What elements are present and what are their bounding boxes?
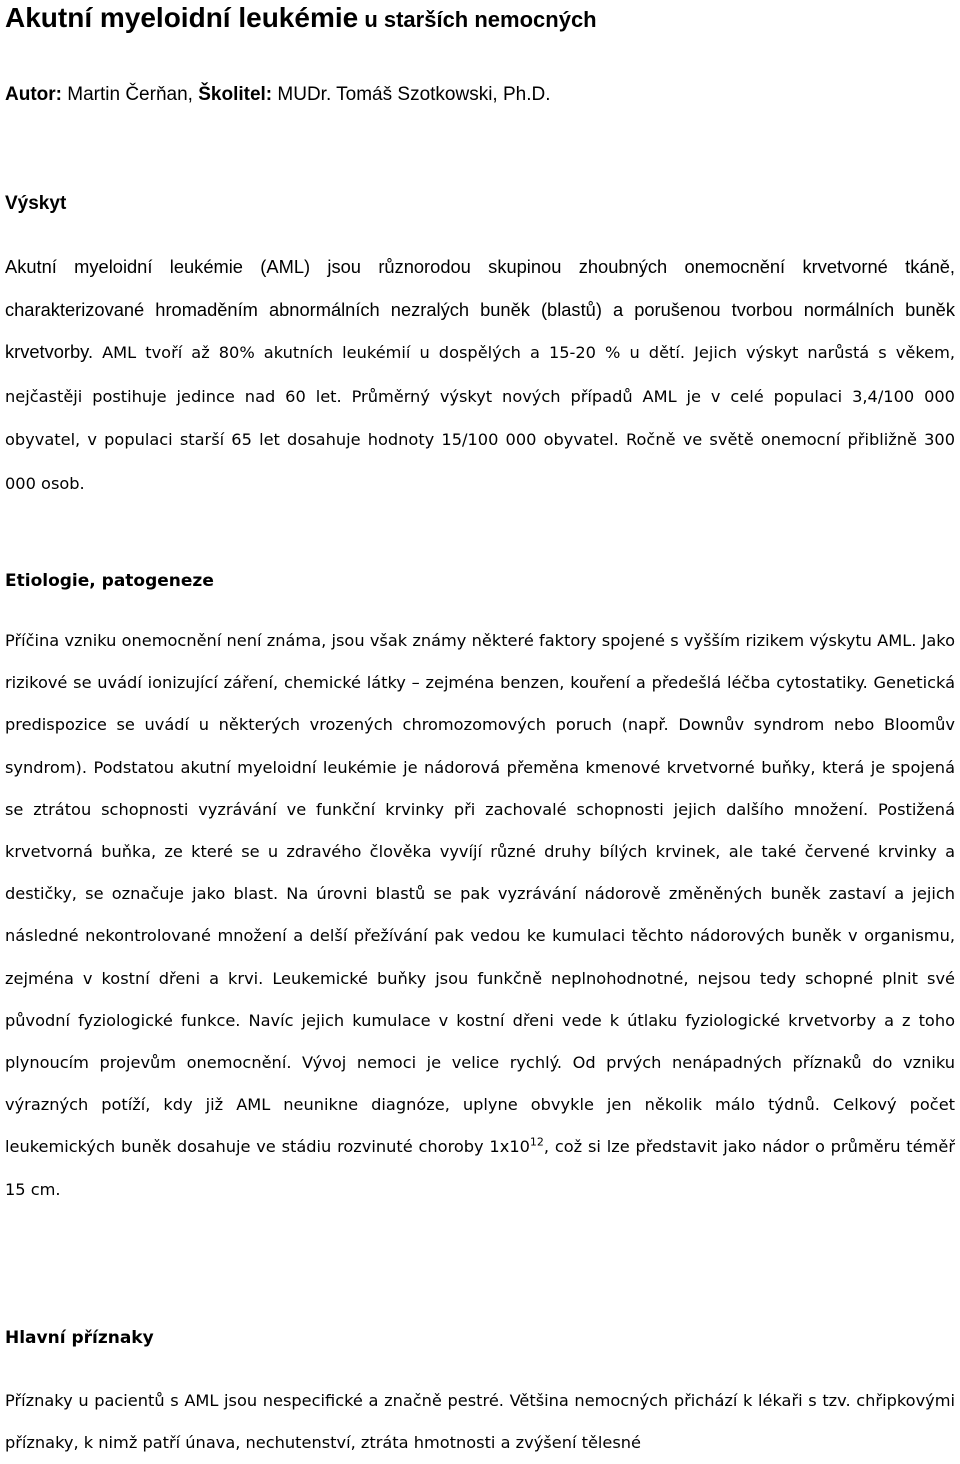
- supervisor-label: Školitel:: [198, 84, 273, 105]
- etiologie-exponent: 12: [529, 1136, 544, 1150]
- author-line: [5, 84, 551, 106]
- etiologie-text-1: Příčina vzniku onemocnění není známa, jsou však známy některé faktory spojené s vyšším rizikem výskytu AML. Jako rizikové se uvádí ionizující záření, chemické látky – zejména benzen, kouření a předešlá léčba cytostatiky. Genetická predispozice se uvádí u některých vrozených chromozomových poruch (např. Downův syndrom nebo Bloomův syndrom). Podstatou akutní myeloidní leukémie je nádorová přeměna kmenové krvetvorné buňky, která je spojená se ztrátou schopnosti vyzrávání ve funkční krvinky při zachovalé schopnosti jejich dalšího množení. Postižená krvetvorná buňka, ze které se u zdravého člověka vyvíjí různé druhy bílých krvinek, ale také červené krvinky a destičky, se označuje jako blast. Na úrovni blastů se pak vyzrávání nádorově změněných buněk zastaví a jejich následné nekontrolované množení a delší přežívání pak vedou ke kumulaci těchto nádorových buněk v organismu, zejména v kostní dřeni a krvi. Leukemické buňky jsou funkčně neplnohodnotné, nejsou tedy schopné plnit své původní fyziologické funkce. Navíc jejich kumulace v kostní dřeni vede k útlaku fyziologické krvetvorby a z toho plynoucím projevům onemocnění. Vývoj nemoci je velice rychlý. Od prvých nenápadných příznaků do vzniku výrazných potíží, kdy již AML neunikne diagnóze, uplyne obvykle jen několik málo týdnů. Celkový počet leukemických buněk dosahuje ve stádiu rozvinuté choroby 1x10: [5, 631, 955, 1157]
- author-label: Autor:: [5, 84, 62, 105]
- supervisor-name: MUDr. Tomáš Szotkowski, Ph.D.: [272, 84, 551, 105]
- title-main: Akutní myeloidní leukémie: [5, 2, 359, 33]
- priznaky-text-1: Příznaky u pacientů s AML jsou nespecifické a značně pestré. Většina nemocných přichází k lékaři s tzv. chřipkovými příznaky, k nimž patří únava, nechutenství, ztráta hmotnosti a zvýšení tělesné: [5, 1391, 955, 1453]
- author-name: Martin Čerňan,: [61, 84, 199, 105]
- section-heading-vyskyt: Výskyt: [5, 193, 67, 214]
- section-heading-priznaky: Hlavní příznaky: [5, 1328, 154, 1348]
- paragraph-etiologie: [5, 620, 955, 1211]
- vyskyt-text-2: AML tvoří až 80% akutních leukémií u dospělých a 15-20 % u dětí. Jejich výskyt narůstá s věkem, nejčastěji postihuje jedince nad 60 let. Průměrný výskyt nových případů AML je v celé populaci 3,4/100 000 obyvatel, v populaci starší 65 let dosahuje hodnoty 15/100 000 obyvatel. Ročně ve světě onemocní přibližně 300 000 osob.: [5, 343, 955, 493]
- title-subtitle: u starších nemocných: [358, 7, 597, 32]
- etiologie-text-2: , což si lze představit jako nádor o průměru téměř 15 cm.: [5, 1137, 955, 1199]
- vyskyt-text-1: Akutní myeloidní leukémie (AML) jsou různorodou skupinou zhoubných onemocnění krvetvorné tkáně, charakterizované hromaděním abnormálních nezralých buněk (blastů) a porušenou tvorbou normálních buněk krvetvorby.: [5, 256, 955, 362]
- section-heading-etiologie: Etiologie, patogeneze: [5, 571, 214, 591]
- paragraph-vyskyt: [5, 246, 955, 505]
- paragraph-priznaky: [5, 1380, 955, 1464]
- document-title: [5, 2, 597, 34]
